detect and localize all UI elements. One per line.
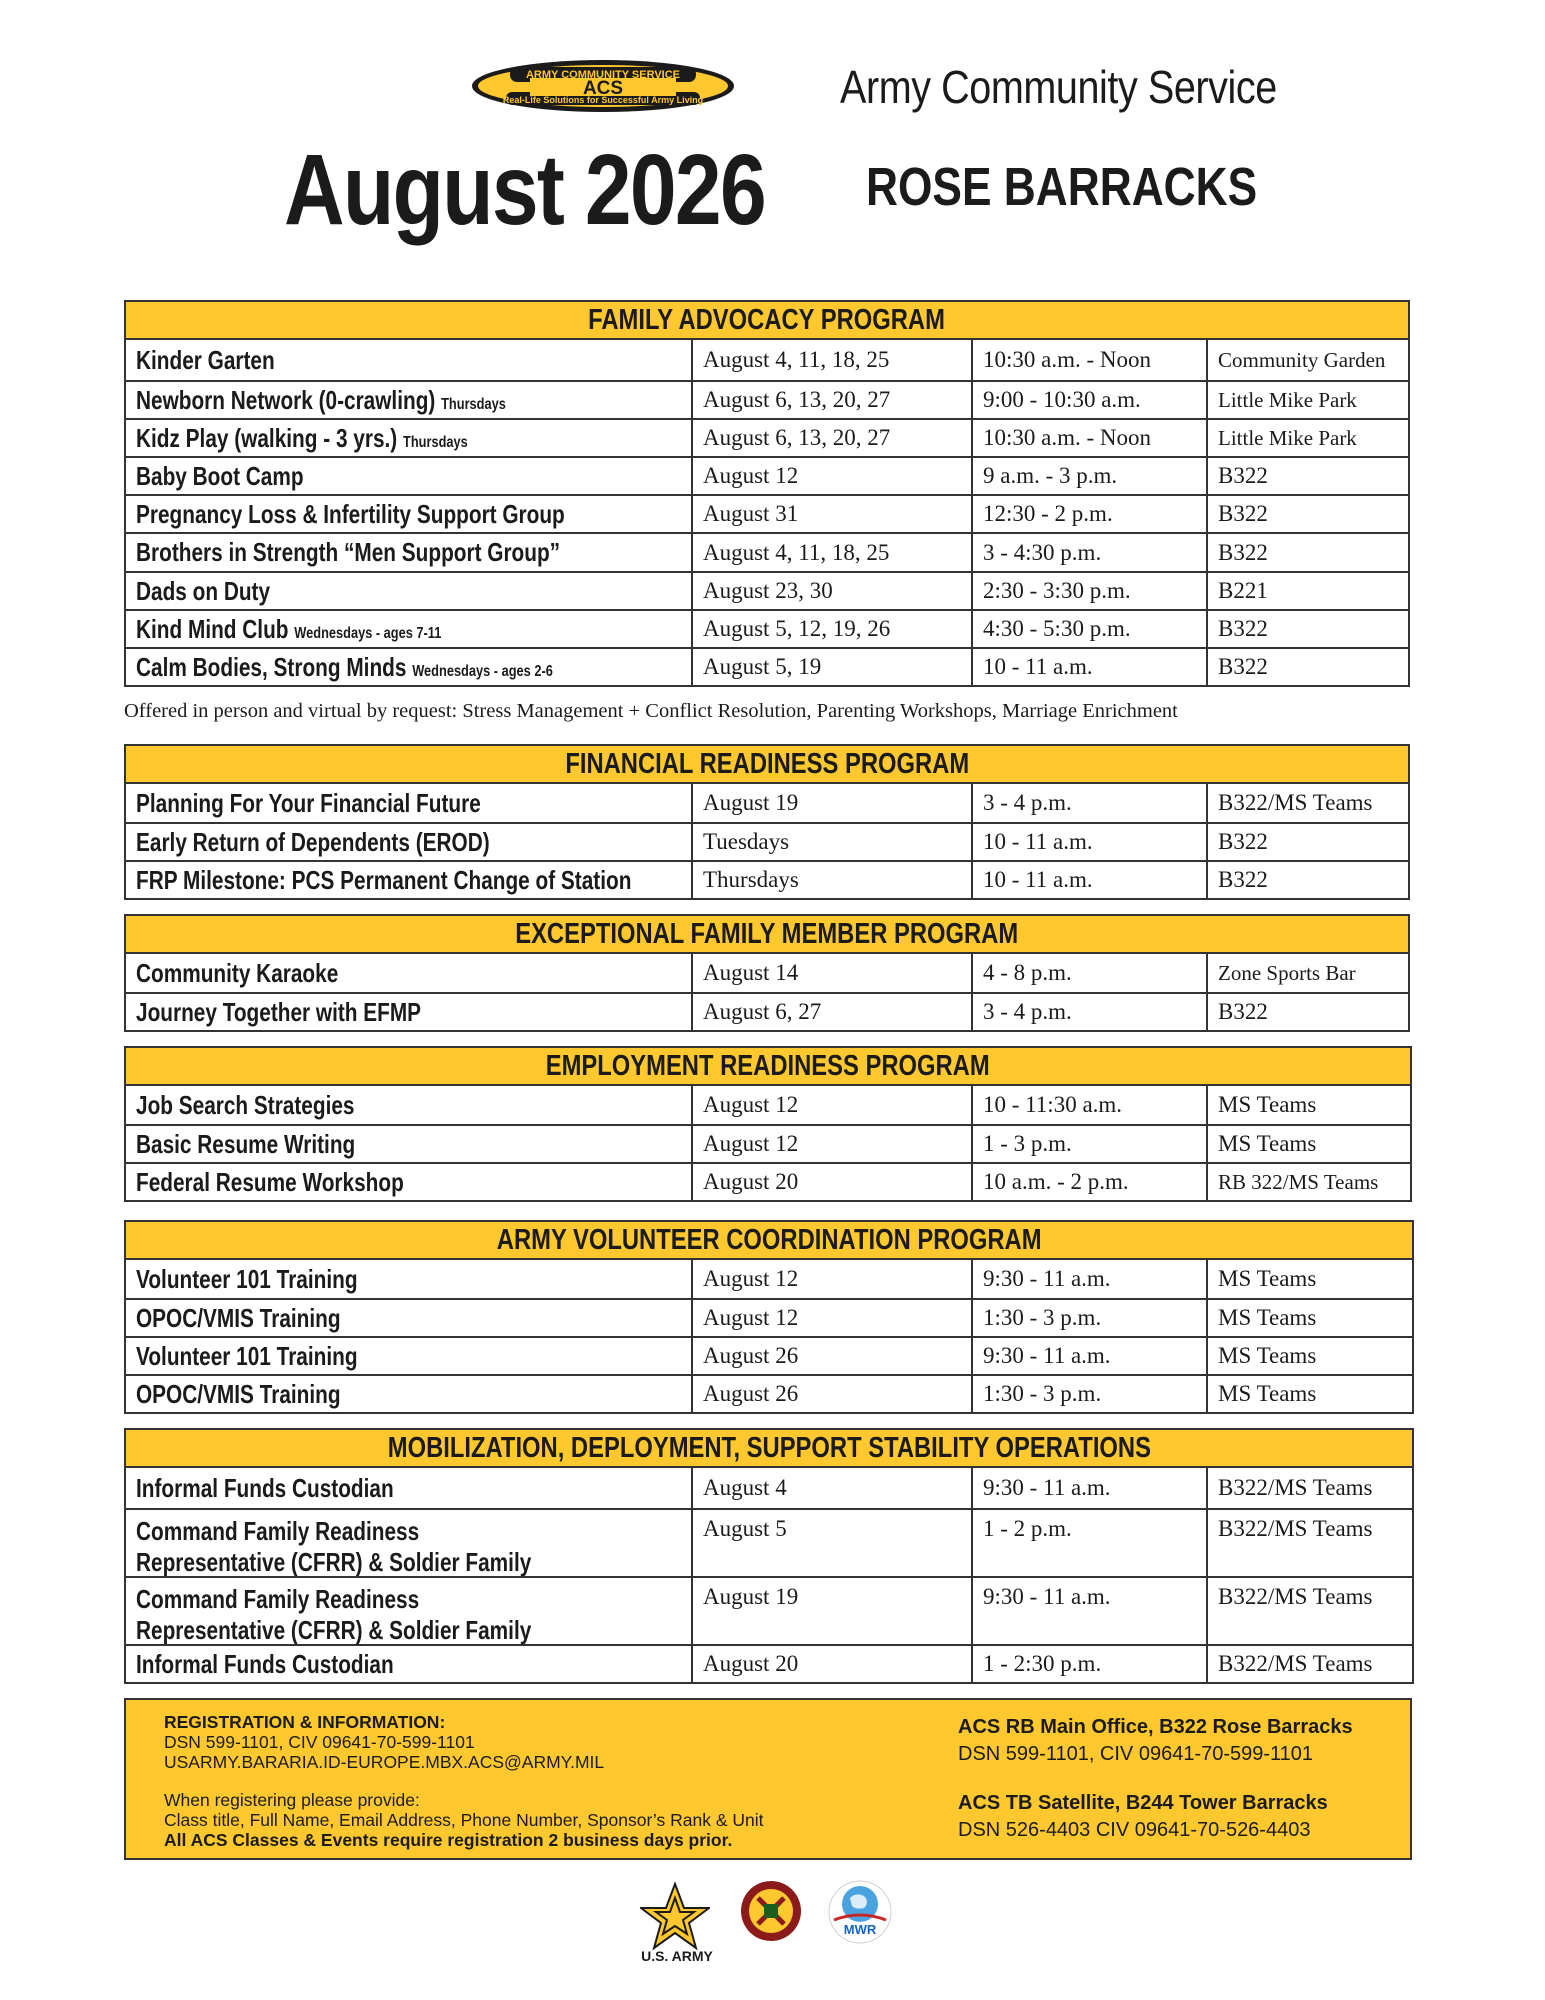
event-time: 1:30 - 3 p.m. — [971, 1376, 1206, 1412]
program-title: EXCEPTIONAL FAMILY MEMBER PROGRAM — [515, 917, 1019, 950]
event-date: August 4 — [691, 1468, 971, 1508]
event-date: August 12 — [691, 1300, 971, 1336]
main-office-phone: DSN 599-1101, CIV 09641-70-599-1101 — [958, 1743, 1314, 1765]
event-date: August 5, 12, 19, 26 — [691, 611, 971, 647]
table-row — [126, 532, 1408, 571]
event-name: Federal Resume Workshop — [136, 1166, 404, 1197]
event-location: B322 — [1206, 534, 1408, 571]
event-location: B322 — [1206, 611, 1408, 647]
acs-logo-tagline: Real-Life Solutions for Successful Army Living — [502, 95, 704, 105]
event-name-cell — [126, 1126, 691, 1162]
registration-info-box — [124, 1698, 1412, 1860]
event-name: Volunteer 101 Training — [136, 1263, 358, 1294]
table-row — [126, 1508, 1412, 1576]
event-name-cell — [126, 1260, 691, 1298]
event-time: 10 - 11:30 a.m. — [971, 1086, 1206, 1124]
event-location: Little Mike Park — [1206, 420, 1408, 456]
event-location: B322 — [1206, 496, 1408, 532]
table-row — [126, 1086, 1410, 1124]
event-location: B221 — [1206, 573, 1408, 609]
event-date: August 6, 13, 20, 27 — [691, 420, 971, 456]
mwr-text: MWR — [843, 1922, 877, 1937]
fap-footnote: Offered in person and virtual by request: Stress Management + Conflict Resolution, Parenting Workshops, Marriage Enrichment — [124, 700, 1178, 722]
satellite-office-title: ACS TB Satellite, B244 Tower Barracks — [958, 1792, 1328, 1814]
event-name-cell — [126, 1164, 691, 1200]
event-name-cell — [126, 1510, 691, 1576]
event-name: Newborn Network (0-crawling) — [136, 384, 436, 415]
table-row — [126, 1260, 1412, 1298]
program-header — [126, 302, 1408, 340]
program-title: MOBILIZATION, DEPLOYMENT, SUPPORT STABILITY OPERATIONS — [387, 1431, 1151, 1464]
event-location: Community Garden — [1206, 340, 1408, 380]
event-name-cell — [126, 1338, 691, 1374]
table-row — [126, 1336, 1412, 1374]
event-date: August 12 — [691, 1126, 971, 1162]
program-title: ARMY VOLUNTEER COORDINATION PROGRAM — [496, 1223, 1042, 1256]
event-name-cell — [126, 458, 691, 494]
registration-title: REGISTRATION & INFORMATION: — [164, 1712, 446, 1732]
event-time: 4 - 8 p.m. — [971, 954, 1206, 992]
event-date: August 12 — [691, 1086, 971, 1124]
event-location: RB 322/MS Teams — [1206, 1164, 1410, 1200]
event-time: 1 - 2 p.m. — [971, 1510, 1206, 1576]
table-row — [126, 822, 1408, 860]
program-header — [126, 1222, 1412, 1260]
financial-readiness-program-table — [124, 744, 1410, 900]
table-row — [126, 1374, 1412, 1412]
event-time: 9:30 - 11 a.m. — [971, 1468, 1206, 1508]
event-note: Wednesdays - ages 7-11 — [294, 624, 442, 642]
event-name: Baby Boot Camp — [136, 460, 304, 491]
event-name-cell — [126, 420, 691, 456]
event-note: Wednesdays - ages 2-6 — [412, 662, 553, 680]
event-location: B322/MS Teams — [1206, 1468, 1412, 1508]
event-date: August 26 — [691, 1376, 971, 1412]
table-row — [126, 494, 1408, 532]
table-row — [126, 1162, 1410, 1200]
event-date: August 5 — [691, 1510, 971, 1576]
event-name-cell — [126, 573, 691, 609]
event-date: August 6, 27 — [691, 994, 971, 1030]
table-row — [126, 456, 1408, 494]
event-name: Kind Mind Club — [136, 613, 289, 644]
registration-phone: DSN 599-1101, CIV 09641-70-599-1101 — [164, 1732, 475, 1752]
volunteer-coordination-program-table — [124, 1220, 1414, 1414]
event-time: 10 - 11 a.m. — [971, 862, 1206, 898]
event-location: B322 — [1206, 824, 1408, 860]
mobilization-deployment-table — [124, 1428, 1414, 1684]
event-time: 10:30 a.m. - Noon — [971, 420, 1206, 456]
event-name-cell — [126, 862, 691, 898]
main-office-title: ACS RB Main Office, B322 Rose Barracks — [958, 1716, 1353, 1738]
event-location: B322 — [1206, 994, 1408, 1030]
event-time: 1:30 - 3 p.m. — [971, 1300, 1206, 1336]
efmp-program-table — [124, 914, 1410, 1032]
event-date: August 14 — [691, 954, 971, 992]
registration-info — [164, 1712, 763, 1850]
event-name: Calm Bodies, Strong Minds — [136, 651, 407, 682]
acs-logo-top-text: ARMY COMMUNITY SERVICE — [525, 69, 681, 81]
event-name: Volunteer 101 Training — [136, 1340, 358, 1371]
event-location: B322 — [1206, 862, 1408, 898]
event-time: 1 - 2:30 p.m. — [971, 1646, 1206, 1682]
acs-logo-main-text: ACS — [582, 78, 624, 99]
employment-readiness-program-table — [124, 1046, 1412, 1202]
event-name-cell — [126, 1646, 691, 1682]
us-army-text: U.S. ARMY — [641, 1948, 713, 1964]
event-date: August 31 — [691, 496, 971, 532]
event-time: 10 - 11 a.m. — [971, 649, 1206, 685]
table-row — [126, 418, 1408, 456]
table-row — [126, 647, 1408, 685]
event-name-cell — [126, 340, 691, 380]
event-time: 9:30 - 11 a.m. — [971, 1578, 1206, 1644]
event-location: MS Teams — [1206, 1126, 1410, 1162]
event-date: August 4, 11, 18, 25 — [691, 534, 971, 571]
event-date: August 20 — [691, 1646, 971, 1682]
installation-seal-icon — [740, 1880, 802, 1942]
header-org: Army Community Service — [840, 61, 1277, 113]
event-name: Command Family Readiness Representative (CFRR) & Soldier Family — [136, 1584, 532, 1644]
registration-requirement: All ACS Classes & Events require registration 2 business days prior. — [164, 1830, 733, 1850]
event-name-cell — [126, 1300, 691, 1336]
event-name: OPOC/VMIS Training — [136, 1378, 341, 1409]
event-time: 2:30 - 3:30 p.m. — [971, 573, 1206, 609]
table-row — [126, 784, 1408, 822]
acs-logo — [470, 58, 736, 114]
office-info — [958, 1714, 1353, 1844]
event-date: August 12 — [691, 1260, 971, 1298]
table-row — [126, 1298, 1412, 1336]
event-name-cell — [126, 824, 691, 860]
event-date: August 4, 11, 18, 25 — [691, 340, 971, 380]
mwr-logo — [828, 1880, 892, 1944]
event-date: August 19 — [691, 784, 971, 822]
event-name: Dads on Duty — [136, 575, 271, 606]
event-time: 4:30 - 5:30 p.m. — [971, 611, 1206, 647]
program-title: FINANCIAL READINESS PROGRAM — [565, 747, 969, 780]
table-row — [126, 340, 1408, 380]
registration-email[interactable]: USARMY.BARARIA.ID-EUROPE.MBX.ACS@ARMY.MIL — [164, 1752, 605, 1772]
event-name: Planning For Your Financial Future — [136, 787, 481, 818]
event-location: MS Teams — [1206, 1300, 1412, 1336]
event-date: Thursdays — [691, 862, 971, 898]
event-name: Kidz Play (walking - 3 yrs.) — [136, 422, 398, 453]
event-name: Command Family Readiness Representative (CFRR) & Soldier Family — [136, 1516, 532, 1576]
event-time: 10 a.m. - 2 p.m. — [971, 1164, 1206, 1200]
event-name-cell — [126, 954, 691, 992]
table-row — [126, 609, 1408, 647]
event-date: August 5, 19 — [691, 649, 971, 685]
event-time: 9 a.m. - 3 p.m. — [971, 458, 1206, 494]
table-row — [126, 954, 1408, 992]
event-location: B322/MS Teams — [1206, 784, 1408, 822]
event-name-cell — [126, 534, 691, 571]
event-date: August 23, 30 — [691, 573, 971, 609]
event-name-cell — [126, 994, 691, 1030]
event-location: B322 — [1206, 649, 1408, 685]
program-header — [126, 1430, 1412, 1468]
event-location: MS Teams — [1206, 1086, 1410, 1124]
event-location: MS Teams — [1206, 1338, 1412, 1374]
table-row — [126, 1644, 1412, 1682]
event-location: Zone Sports Bar — [1206, 954, 1408, 992]
event-date: Tuesdays — [691, 824, 971, 860]
event-name: OPOC/VMIS Training — [136, 1302, 341, 1333]
event-time: 10 - 11 a.m. — [971, 824, 1206, 860]
event-location: MS Teams — [1206, 1376, 1412, 1412]
satellite-office-phone: DSN 526-4403 CIV 09641-70-526-4403 — [958, 1819, 1311, 1841]
event-time: 12:30 - 2 p.m. — [971, 496, 1206, 532]
header-location: ROSE BARRACKS — [866, 157, 1258, 217]
table-row — [126, 992, 1408, 1030]
event-name-cell — [126, 784, 691, 822]
event-time: 10:30 a.m. - Noon — [971, 340, 1206, 380]
event-name-cell — [126, 1376, 691, 1412]
event-time: 3 - 4 p.m. — [971, 784, 1206, 822]
program-header — [126, 916, 1408, 954]
program-title: EMPLOYMENT READINESS PROGRAM — [546, 1049, 990, 1082]
event-time: 9:30 - 11 a.m. — [971, 1338, 1206, 1374]
table-row — [126, 380, 1408, 418]
event-name: Informal Funds Custodian — [136, 1472, 394, 1503]
table-row — [126, 860, 1408, 898]
event-time: 3 - 4 p.m. — [971, 994, 1206, 1030]
program-header — [126, 746, 1408, 784]
event-name: Brothers in Strength “Men Support Group” — [136, 537, 561, 567]
event-name: Kinder Garten — [136, 344, 275, 375]
event-time: 9:30 - 11 a.m. — [971, 1260, 1206, 1298]
event-date: August 6, 13, 20, 27 — [691, 382, 971, 418]
event-name: Early Return of Dependents (EROD) — [136, 826, 490, 857]
event-location: MS Teams — [1206, 1260, 1412, 1298]
event-date: August 19 — [691, 1578, 971, 1644]
event-location: B322/MS Teams — [1206, 1646, 1412, 1682]
event-name-cell — [126, 611, 691, 647]
event-name: Informal Funds Custodian — [136, 1648, 394, 1679]
provide-list: Class title, Full Name, Email Address, Phone Number, Sponsor’s Rank & Unit — [164, 1810, 764, 1830]
event-note: Thursdays — [441, 395, 506, 413]
provide-intro: When registering please provide: — [164, 1790, 420, 1810]
event-location: Little Mike Park — [1206, 382, 1408, 418]
event-date: August 20 — [691, 1164, 971, 1200]
event-name: Community Karaoke — [136, 957, 339, 988]
table-row — [126, 1124, 1410, 1162]
event-date: August 12 — [691, 458, 971, 494]
event-name-cell — [126, 649, 691, 685]
event-name: Job Search Strategies — [136, 1089, 355, 1120]
program-header — [126, 1048, 1410, 1086]
event-time: 1 - 3 p.m. — [971, 1126, 1206, 1162]
table-row — [126, 1576, 1412, 1644]
event-location: B322 — [1206, 458, 1408, 494]
event-note: Thursdays — [403, 433, 468, 451]
event-name: FRP Milestone: PCS Permanent Change of Station — [136, 864, 632, 895]
event-time: 3 - 4:30 p.m. — [971, 534, 1206, 571]
event-time: 9:00 - 10:30 a.m. — [971, 382, 1206, 418]
event-name-cell — [126, 496, 691, 532]
event-name-cell — [126, 1578, 691, 1644]
event-date: August 26 — [691, 1338, 971, 1374]
header-month: August 2026 — [284, 134, 766, 246]
program-title: FAMILY ADVOCACY PROGRAM — [588, 303, 946, 336]
event-name-cell — [126, 1086, 691, 1124]
table-row — [126, 571, 1408, 609]
table-row — [126, 1468, 1412, 1508]
event-name-cell — [126, 1468, 691, 1508]
event-name: Journey Together with EFMP — [136, 996, 422, 1027]
event-location: B322/MS Teams — [1206, 1510, 1412, 1576]
event-name: Pregnancy Loss & Infertility Support Group — [136, 498, 565, 529]
event-location: B322/MS Teams — [1206, 1578, 1412, 1644]
family-advocacy-program-table — [124, 300, 1410, 687]
event-name: Basic Resume Writing — [136, 1128, 356, 1159]
event-name-cell — [126, 382, 691, 418]
